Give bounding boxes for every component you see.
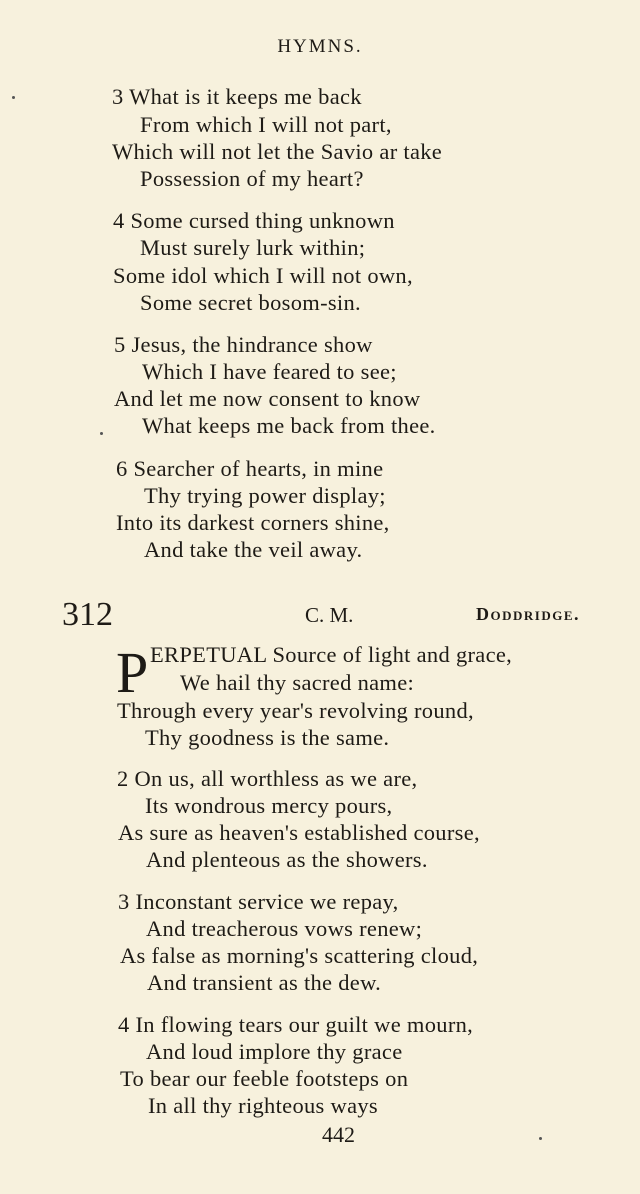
verse-line: 5 Jesus, the hindrance show xyxy=(114,332,373,357)
verse-line: From which I will not part, xyxy=(140,112,392,137)
verse-line: As false as morning's scattering cloud, xyxy=(120,943,479,968)
verse-line: And plenteous as the showers. xyxy=(146,847,428,872)
page-number: 442 xyxy=(322,1122,355,1147)
verse-line: In all thy righteous ways xyxy=(148,1093,378,1118)
verse-line: Through every year's revolving round, xyxy=(117,698,474,723)
verse-line: 3 What is it keeps me back xyxy=(112,84,362,109)
verse-line: Must surely lurk within; xyxy=(140,235,366,260)
verse-line: And transient as the dew. xyxy=(147,970,382,995)
verse-line: As sure as heaven's established course, xyxy=(118,820,480,845)
verse-line: And let me now consent to know xyxy=(114,386,421,411)
verse-line: 6 Searcher of hearts, in mine xyxy=(116,456,384,481)
verse-line: Which I have feared to see; xyxy=(142,359,397,384)
verse-line: Thy trying power display; xyxy=(144,483,386,508)
verse-line: 4 In flowing tears our guilt we mourn, xyxy=(118,1012,474,1037)
hymn-meter: C. M. xyxy=(305,603,354,627)
verse-line: 3 Inconstant service we repay, xyxy=(118,889,399,914)
speck xyxy=(539,1137,542,1140)
verse-line: Thy goodness is the same. xyxy=(145,725,390,750)
verse-line: And treacherous vows renew; xyxy=(146,916,423,941)
verse-line: What keeps me back from thee. xyxy=(142,413,436,438)
verse-line: And loud implore thy grace xyxy=(146,1039,403,1064)
verse-line: 4 Some cursed thing unknown xyxy=(113,208,395,233)
verse-line: We hail thy sacred name: xyxy=(180,670,415,695)
verse-line: Its wondrous mercy pours, xyxy=(145,793,393,818)
verse-line: Some secret bosom-sin. xyxy=(140,290,361,315)
verse-line: Possession of my heart? xyxy=(140,166,364,191)
speck xyxy=(12,96,15,99)
verse-line: Into its darkest corners shine, xyxy=(116,510,390,535)
hymn-composer: Doddridge. xyxy=(476,604,581,624)
verse-line: ERPETUAL Source of light and grace, xyxy=(150,642,513,667)
page-header: HYMNS. xyxy=(277,36,363,57)
verse-line: Some idol which I will not own, xyxy=(113,263,413,288)
verse-line: To bear our feeble footsteps on xyxy=(120,1066,409,1091)
speck xyxy=(100,432,103,435)
drop-cap: P xyxy=(116,640,149,705)
verse-line: And take the veil away. xyxy=(144,537,363,562)
verse-line: Which will not let the Savio ar take xyxy=(112,139,443,164)
verse-line: 2 On us, all worthless as we are, xyxy=(117,766,418,791)
hymn-number: 312 xyxy=(62,596,113,633)
